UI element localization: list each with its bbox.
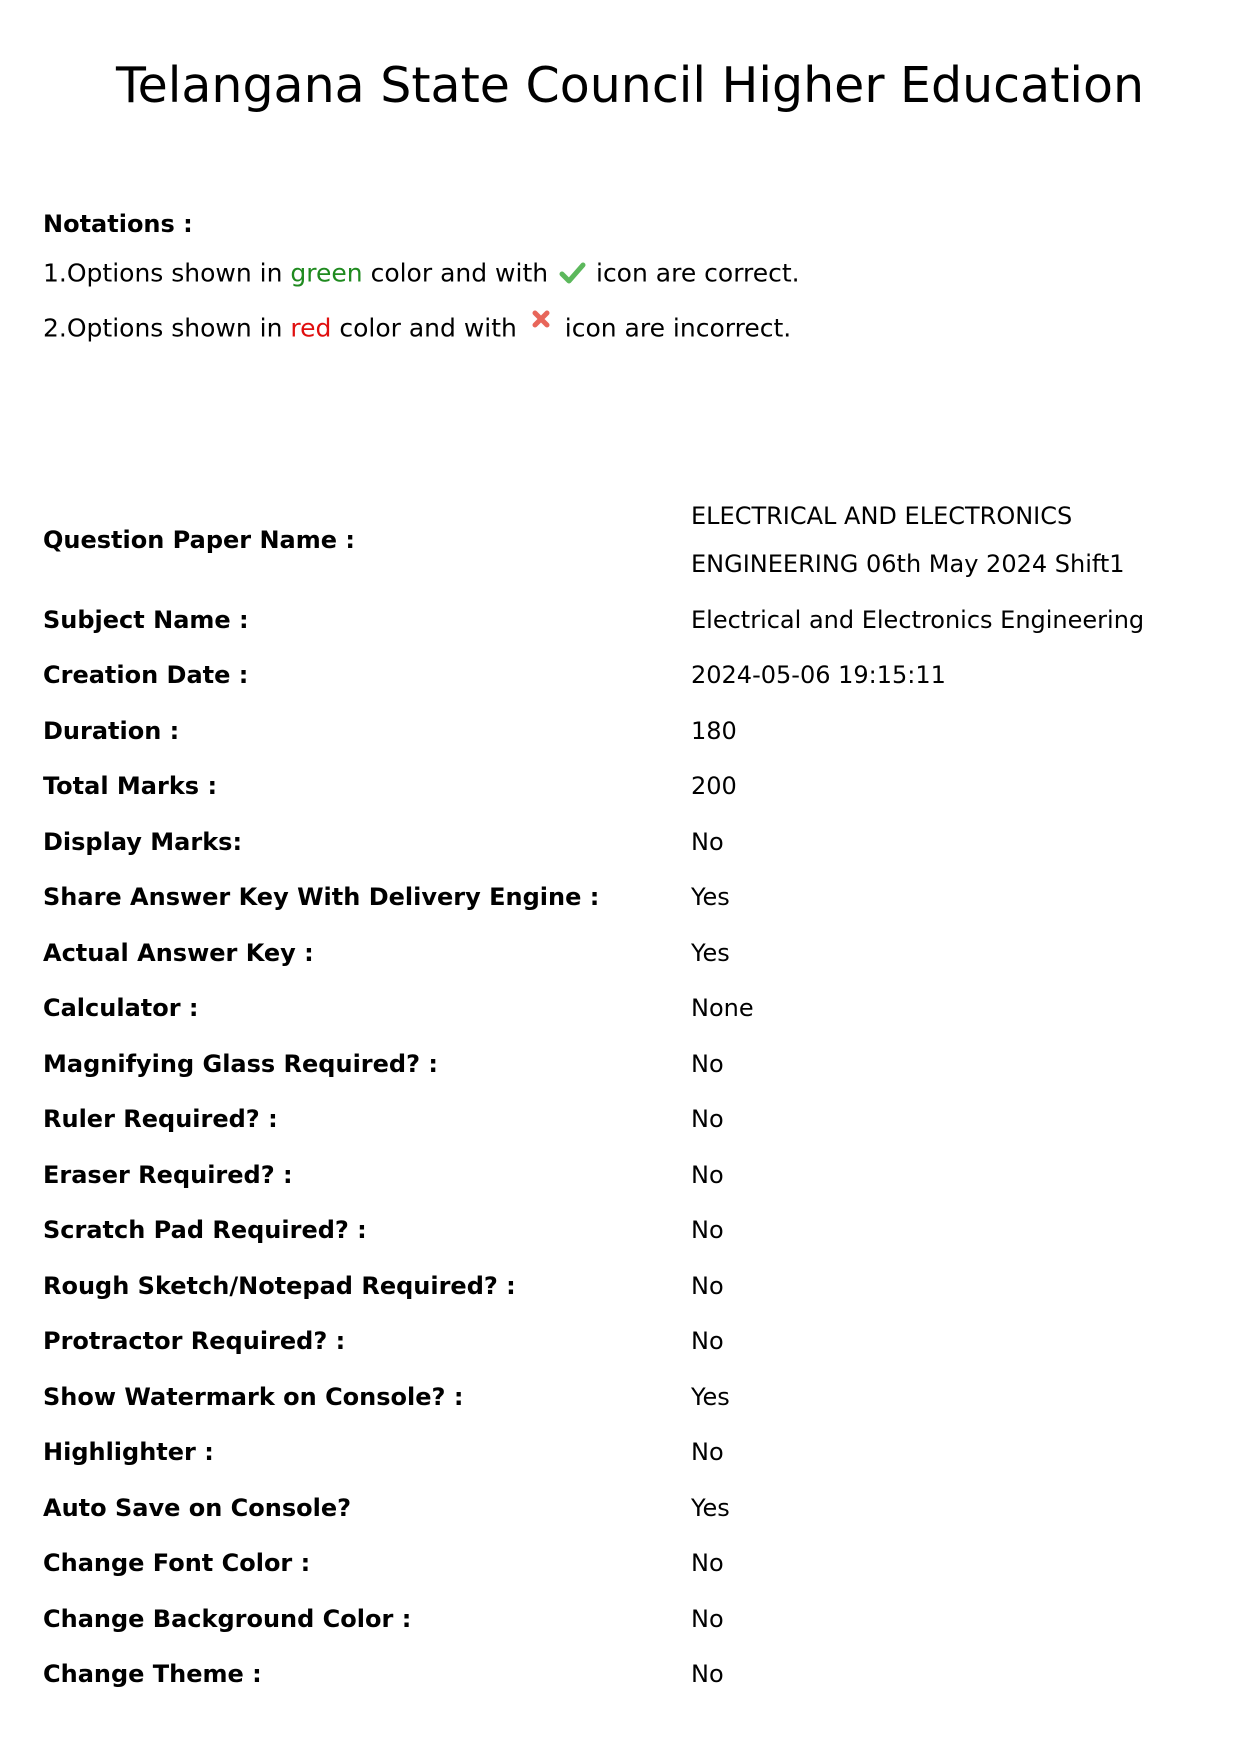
detail-row [43, 1591, 1193, 1647]
notation-red-word: red [290, 313, 332, 343]
detail-value: No [691, 1604, 724, 1633]
detail-row [43, 1258, 1193, 1314]
detail-label: Display Marks: [43, 827, 243, 856]
detail-row [43, 648, 1193, 704]
detail-label: Protractor Required? : [43, 1327, 346, 1356]
detail-row [43, 814, 1193, 870]
detail-value: No [691, 1660, 724, 1689]
detail-value: 180 [691, 716, 737, 745]
detail-row [43, 488, 1193, 592]
detail-value: No [691, 1160, 724, 1189]
detail-value: ELECTRICAL AND ELECTRONICS ENGINEERING 06th May 2024 Shift1 [691, 502, 1125, 578]
detail-label: Ruler Required? : [43, 1105, 278, 1134]
detail-label: Show Watermark on Console? : [43, 1382, 464, 1411]
detail-value: No [691, 1216, 724, 1245]
detail-value: No [691, 827, 724, 856]
notation-incorrect [43, 299, 800, 354]
cross-icon [527, 307, 555, 335]
notation-correct-suffix: icon are correct. [588, 258, 800, 288]
detail-row [43, 703, 1193, 759]
detail-value: Yes [691, 938, 730, 967]
detail-row [43, 1314, 1193, 1370]
detail-label: Change Background Color : [43, 1604, 412, 1633]
detail-label: Creation Date : [43, 661, 249, 690]
notations-section [43, 204, 800, 354]
notation-green-word: green [290, 258, 363, 288]
detail-label: Highlighter : [43, 1438, 214, 1467]
detail-value: No [691, 1105, 724, 1134]
detail-value: Yes [691, 1493, 730, 1522]
detail-row [43, 1425, 1193, 1481]
detail-label: Eraser Required? : [43, 1160, 293, 1189]
detail-row [43, 870, 1193, 926]
detail-row [43, 1480, 1193, 1536]
detail-value: No [691, 1327, 724, 1356]
detail-row [43, 1647, 1193, 1703]
detail-label: Scratch Pad Required? : [43, 1216, 367, 1245]
detail-row [43, 981, 1193, 1037]
detail-value: None [691, 994, 754, 1023]
detail-value: Yes [691, 1382, 730, 1411]
detail-value: Yes [691, 883, 730, 912]
detail-value: No [691, 1271, 724, 1300]
detail-row [43, 1147, 1193, 1203]
detail-label: Total Marks : [43, 772, 218, 801]
detail-label: Duration : [43, 716, 180, 745]
detail-label: Rough Sketch/Notepad Required? : [43, 1271, 516, 1300]
detail-row [43, 1036, 1193, 1092]
detail-label: Auto Save on Console? [43, 1493, 352, 1522]
notation-incorrect-suffix: icon are incorrect. [556, 313, 792, 343]
detail-value: No [691, 1438, 724, 1467]
detail-row [43, 1369, 1193, 1425]
notation-correct-middle: color and with [362, 258, 557, 288]
question-paper-details [43, 488, 1193, 1702]
detail-label: Share Answer Key With Delivery Engine : [43, 883, 600, 912]
detail-label: Change Theme : [43, 1660, 262, 1689]
notation-incorrect-prefix: 2.Options shown in [43, 313, 291, 343]
detail-row [43, 925, 1193, 981]
detail-label: Magnifying Glass Required? : [43, 1049, 438, 1078]
detail-value: 200 [691, 772, 737, 801]
detail-row [43, 759, 1193, 815]
page-title: Telangana State Council Higher Education [116, 57, 1144, 114]
detail-label: Actual Answer Key : [43, 938, 314, 967]
detail-value: 2024-05-06 19:15:11 [691, 661, 946, 690]
detail-label: Subject Name : [43, 605, 249, 634]
notation-correct [43, 244, 800, 299]
notations-heading: Notations : [43, 210, 193, 238]
notation-correct-prefix: 1.Options shown in [43, 258, 291, 288]
detail-label: Calculator : [43, 994, 199, 1023]
notation-incorrect-middle: color and with [331, 313, 525, 343]
detail-value: Electrical and Electronics Engineering [691, 605, 1145, 634]
detail-row [43, 592, 1193, 648]
detail-row [43, 1203, 1193, 1259]
detail-row [43, 1092, 1193, 1148]
detail-label: Question Paper Name : [43, 526, 355, 554]
detail-label: Change Font Color : [43, 1549, 311, 1578]
detail-value: No [691, 1049, 724, 1078]
detail-row [43, 1536, 1193, 1592]
check-icon [558, 259, 586, 287]
detail-value: No [691, 1549, 724, 1578]
